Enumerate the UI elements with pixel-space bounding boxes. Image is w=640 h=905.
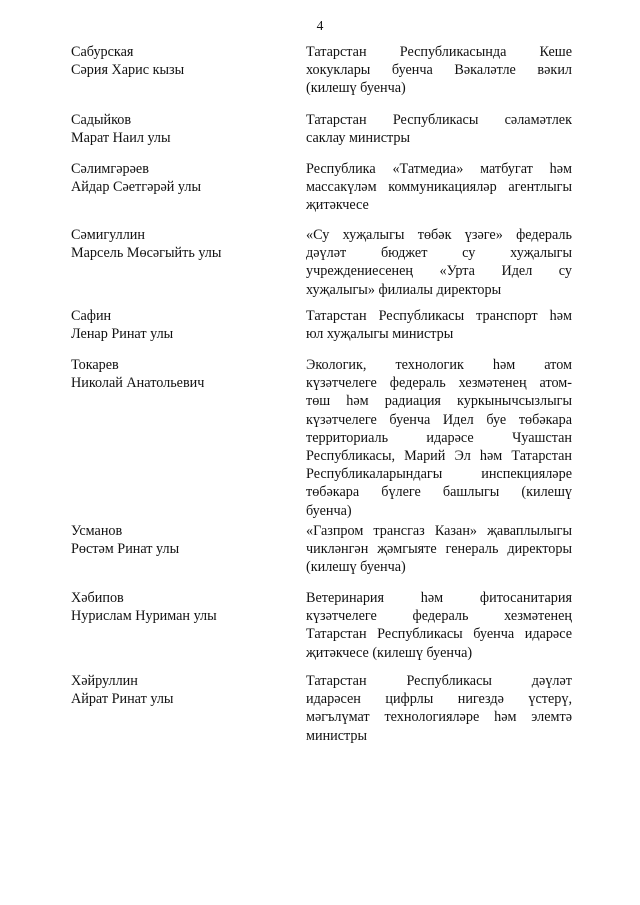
position-line: төш һәм радиация куркынычсызлыгы xyxy=(306,393,572,410)
position-line: министры xyxy=(306,727,368,744)
member-given-name: Рөстәм Ринат улы xyxy=(71,541,180,558)
member-position xyxy=(306,356,572,520)
position-line: мәгълүмат технологияләре һәм элемтә xyxy=(306,709,572,726)
member-surname: Садыйков xyxy=(71,112,132,128)
member-surname: Сәлимгәрәев xyxy=(71,161,149,177)
member-surname: Токарев xyxy=(71,357,119,373)
position-line: буенча) xyxy=(306,502,352,519)
position-line: дәүләт бюджет су хуҗалыгы xyxy=(306,245,572,262)
position-line: (килешү буенча) xyxy=(306,559,406,576)
position-line: территориаль идарәсе Чуашстан xyxy=(306,429,572,446)
position-line: массакүләм коммуникацияләр агентлыгы xyxy=(306,179,572,196)
position-line: идарәсен цифрлы нигездә үстерү, xyxy=(306,691,572,708)
position-line: төбәкара бүлеге башлыгы (килешү xyxy=(306,484,572,501)
member-surname: Хәбипов xyxy=(71,590,124,606)
member-name xyxy=(71,160,286,196)
position-line: саклау министры xyxy=(306,130,411,147)
member-position xyxy=(306,43,572,98)
member-given-name: Айрат Ринат улы xyxy=(71,691,174,708)
position-line: Татарстан Республикасында Кеше xyxy=(306,44,572,60)
position-line: юл хуҗалыгы министры xyxy=(306,326,454,343)
position-line: күзәтчелеге федераль хезмәтенең атом- xyxy=(306,375,572,392)
member-position xyxy=(306,111,572,147)
position-line: Татарстан Республикасы буенча идарәсе xyxy=(306,626,572,643)
member-surname: Сабурская xyxy=(71,44,134,60)
position-line: җитәкчесе (килешү буенча) xyxy=(306,644,473,661)
member-given-name: Марат Наил улы xyxy=(71,130,171,147)
member-given-name: Сәрия Харис кызы xyxy=(71,62,185,79)
position-line: Республикасы, Марий Эл һәм Татарстан xyxy=(306,448,572,465)
position-line: (килешү буенча) xyxy=(306,80,406,97)
member-given-name: Айдар Сәетгәрәй улы xyxy=(71,179,201,196)
position-line: күзәтчелеге федераль хезмәтенең xyxy=(306,608,572,625)
member-given-name: Николай Анатольевич xyxy=(71,375,205,392)
member-surname: Сафин xyxy=(71,308,112,324)
member-name xyxy=(71,111,286,147)
member-name xyxy=(71,307,286,343)
page-number: 4 xyxy=(316,18,324,33)
member-name xyxy=(71,672,286,708)
member-position xyxy=(306,160,572,215)
member-given-name: Нурислам Нуриман улы xyxy=(71,608,217,625)
member-position xyxy=(306,307,572,343)
member-surname: Сәмигуллин xyxy=(71,227,145,243)
member-name xyxy=(71,356,286,392)
position-line: Республикаларындагы инспекцияләре xyxy=(306,466,572,483)
position-line: Татарстан Республикасы дәүләт xyxy=(306,673,572,689)
position-line: Республика «Татмедиа» матбугат һәм xyxy=(306,161,572,177)
position-line: күзәтчелеге буенча Идел буе төбәкара xyxy=(306,411,572,428)
position-line: хуҗалыгы» филиалы директоры xyxy=(306,281,502,298)
member-surname: Усманов xyxy=(71,523,123,539)
position-line: Татарстан Республикасы транспорт һәм xyxy=(306,308,572,324)
position-line: чикләнгән җәмгыяте генераль директоры xyxy=(306,541,572,558)
position-line: «Су хуҗалыгы төбәк үзәге» федераль xyxy=(306,227,572,243)
position-line: учреждениесенең «Урта Идел су xyxy=(306,263,572,280)
position-line: җитәкчесе xyxy=(306,197,369,214)
member-position xyxy=(306,522,572,577)
member-name xyxy=(71,43,286,79)
position-line: Экологик, технологик һәм атом xyxy=(306,357,572,373)
member-position xyxy=(306,672,572,745)
member-surname: Хәйруллин xyxy=(71,673,138,689)
member-name xyxy=(71,522,286,558)
member-given-name: Марсель Мөсәгыйть улы xyxy=(71,245,222,262)
member-position xyxy=(306,589,572,662)
position-line: Татарстан Республикасы сәламәтлек xyxy=(306,112,572,128)
member-name xyxy=(71,589,286,625)
position-line: хокуклары буенча Вәкаләтле вәкил xyxy=(306,62,572,79)
member-position xyxy=(306,226,572,299)
member-name xyxy=(71,226,286,262)
position-line: «Газпром трансгаз Казан» җаваплылыгы xyxy=(306,523,572,539)
member-given-name: Ленар Ринат улы xyxy=(71,326,174,343)
position-line: Ветеринария һәм фитосанитария xyxy=(306,590,572,606)
